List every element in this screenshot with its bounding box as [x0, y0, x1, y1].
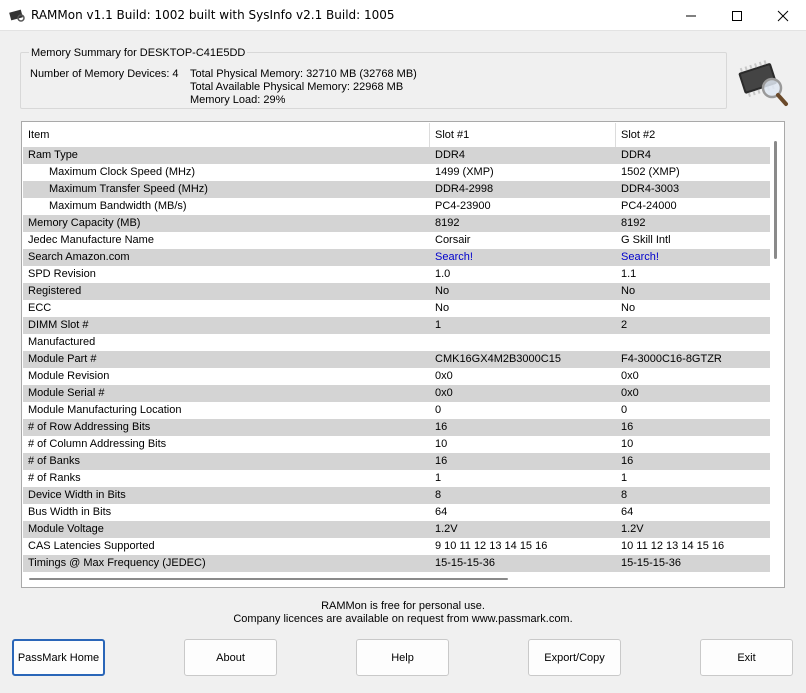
- slot1-value: 15-15-15-36: [435, 557, 495, 569]
- total-available-memory: Total Available Physical Memory: 22968 MB: [190, 81, 404, 93]
- slot2-value: 1.2V: [621, 523, 644, 535]
- row-item-label: Maximum Clock Speed (MHz): [49, 166, 196, 178]
- column-header-item[interactable]: Item: [28, 129, 50, 141]
- minimize-icon: [685, 10, 697, 22]
- column-header-slot2[interactable]: Slot #2: [621, 129, 656, 141]
- table-row[interactable]: [23, 249, 770, 266]
- row-item-label: Registered: [28, 285, 82, 297]
- table-row[interactable]: [23, 470, 770, 487]
- row-item-label: SPD Revision: [28, 268, 96, 280]
- table-row[interactable]: [23, 317, 770, 334]
- row-item-label: Module Revision: [28, 370, 110, 382]
- row-item-label: CAS Latencies Supported: [28, 540, 155, 552]
- table-header-row: [23, 123, 770, 147]
- slot2-value: G Skill Intl: [621, 234, 671, 246]
- table-row[interactable]: [23, 334, 770, 351]
- title-bar: [0, 0, 806, 31]
- table-row[interactable]: [23, 538, 770, 555]
- slot1-value: No: [435, 285, 450, 297]
- slot1-value: DDR4: [435, 149, 465, 161]
- table-row[interactable]: [23, 419, 770, 436]
- row-item-label: Jedec Manufacture Name: [28, 234, 154, 246]
- memory-summary-legend: Memory Summary for DESKTOP-C41E5DD: [31, 47, 246, 59]
- row-item-label: Search Amazon.com: [28, 251, 130, 263]
- slot1-value: 1.2V: [435, 523, 458, 535]
- slot2-value: No: [621, 285, 636, 297]
- slot1-value: PC4-23900: [435, 200, 491, 212]
- column-header-slot1[interactable]: Slot #1: [435, 129, 470, 141]
- slot2-value: 16: [621, 421, 634, 433]
- vertical-scrollbar[interactable]: [772, 123, 784, 572]
- slot1-value: 1: [435, 319, 442, 331]
- row-item-label: ECC: [28, 302, 52, 314]
- slot2-value: 1502 (XMP): [621, 166, 680, 178]
- slot2-value: 8192: [621, 217, 646, 229]
- table-row[interactable]: [23, 436, 770, 453]
- row-item-label: Manufactured: [28, 336, 96, 348]
- slot2-value: 1: [621, 472, 628, 484]
- row-item-label: Module Part #: [28, 353, 97, 365]
- slot1-value: 16: [435, 455, 448, 467]
- search-link-slot1[interactable]: Search!: [435, 251, 473, 263]
- slot1-value: 0x0: [435, 387, 453, 399]
- row-item-label: Module Serial #: [28, 387, 105, 399]
- row-item-label: Ram Type: [28, 149, 78, 161]
- search-link-slot2[interactable]: Search!: [621, 251, 659, 263]
- total-physical-memory: Total Physical Memory: 32710 MB (32768 MB): [190, 68, 417, 80]
- row-item-label: # of Column Addressing Bits: [28, 438, 167, 450]
- passmark-home-button[interactable]: PassMark Home: [12, 639, 105, 676]
- minimize-button[interactable]: [668, 0, 714, 31]
- help-button[interactable]: Help: [356, 639, 449, 676]
- slot1-value: 9 10 11 12 13 14 15 16: [435, 540, 548, 552]
- table-row[interactable]: [23, 453, 770, 470]
- table-row[interactable]: [23, 555, 770, 572]
- table-row[interactable]: [23, 504, 770, 521]
- horizontal-scrollbar[interactable]: [23, 573, 770, 586]
- slot2-value: PC4-24000: [621, 200, 677, 212]
- table-row[interactable]: [23, 164, 770, 181]
- company-license-note: Company licences are available on request from www.passmark.com.: [233, 613, 573, 625]
- row-item-label: Module Manufacturing Location: [28, 404, 182, 416]
- row-item-label: # of Banks: [28, 455, 80, 467]
- license-note: RAMMon is free for personal use.: [321, 600, 485, 612]
- table-row[interactable]: [23, 198, 770, 215]
- table-row[interactable]: [23, 351, 770, 368]
- row-item-label: Module Voltage: [28, 523, 104, 535]
- window-title: RAMMon v1.1 Build: 1002 built with SysInfo v2.1 Build: 1005: [31, 8, 395, 22]
- slot1-value: 1: [435, 472, 442, 484]
- table-row[interactable]: [23, 300, 770, 317]
- memory-summary-group: [20, 47, 727, 109]
- slot2-value: 16: [621, 455, 634, 467]
- table-row[interactable]: [23, 487, 770, 504]
- slot1-value: 0x0: [435, 370, 453, 382]
- column-divider[interactable]: [429, 123, 430, 147]
- table-row[interactable]: [23, 232, 770, 249]
- slot1-value: 1.0: [435, 268, 451, 280]
- slot2-value: 8: [621, 489, 628, 501]
- row-item-label: Maximum Transfer Speed (MHz): [49, 183, 208, 195]
- slot1-value: 8192: [435, 217, 460, 229]
- table-grid: [23, 123, 770, 572]
- slot2-value: 64: [621, 506, 634, 518]
- memory-chip-magnifier-icon: [735, 55, 789, 107]
- memory-device-count: Number of Memory Devices: 4: [30, 68, 179, 80]
- about-button[interactable]: About: [184, 639, 277, 676]
- close-icon: [777, 10, 789, 22]
- table-row[interactable]: [23, 368, 770, 385]
- row-item-label: Device Width in Bits: [28, 489, 126, 501]
- table-row[interactable]: [23, 385, 770, 402]
- memory-details-table[interactable]: [21, 121, 785, 588]
- row-item-label: Memory Capacity (MB): [28, 217, 141, 229]
- table-row[interactable]: [23, 181, 770, 198]
- close-button[interactable]: [760, 0, 806, 31]
- app-icon: [8, 7, 26, 23]
- table-row[interactable]: [23, 147, 770, 164]
- slot1-value: 64: [435, 506, 448, 518]
- slot1-value: 0: [435, 404, 442, 416]
- exit-button[interactable]: Exit: [700, 639, 793, 676]
- vertical-scroll-thumb[interactable]: [774, 141, 777, 259]
- slot2-value: 0x0: [621, 387, 639, 399]
- row-item-label: DIMM Slot #: [28, 319, 89, 331]
- row-item-label: Timings @ Max Frequency (JEDEC): [28, 557, 206, 569]
- slot2-value: 15-15-15-36: [621, 557, 681, 569]
- slot2-value: 10 11 12 13 14 15 16: [621, 540, 725, 552]
- slot1-value: CMK16GX4M2B3000C15: [435, 353, 561, 365]
- table-row[interactable]: [23, 283, 770, 300]
- slot2-value: DDR4: [621, 149, 651, 161]
- horizontal-scroll-thumb[interactable]: [29, 578, 508, 580]
- slot2-value: 1.1: [621, 268, 637, 280]
- export-copy-button[interactable]: Export/Copy: [528, 639, 621, 676]
- slot2-value: 10: [621, 438, 634, 450]
- slot1-value: 16: [435, 421, 448, 433]
- row-item-label: Maximum Bandwidth (MB/s): [49, 200, 187, 212]
- slot1-value: 8: [435, 489, 442, 501]
- row-item-label: # of Row Addressing Bits: [28, 421, 151, 433]
- slot1-value: DDR4-2998: [435, 183, 494, 195]
- slot1-value: No: [435, 302, 450, 314]
- slot1-value: Corsair: [435, 234, 471, 246]
- slot2-value: 0: [621, 404, 628, 416]
- maximize-button[interactable]: [714, 0, 760, 31]
- table-row[interactable]: [23, 266, 770, 283]
- table-row[interactable]: [23, 521, 770, 538]
- slot1-value: 1499 (XMP): [435, 166, 494, 178]
- slot1-value: 10: [435, 438, 448, 450]
- slot2-value: F4-3000C16-8GTZR: [621, 353, 722, 365]
- maximize-icon: [731, 10, 743, 22]
- slot2-value: No: [621, 302, 636, 314]
- row-item-label: Bus Width in Bits: [28, 506, 112, 518]
- memory-load: Memory Load: 29%: [190, 94, 286, 106]
- slot2-value: 2: [621, 319, 628, 331]
- row-item-label: # of Ranks: [28, 472, 81, 484]
- column-divider[interactable]: [615, 123, 616, 147]
- slot2-value: DDR4-3003: [621, 183, 680, 195]
- table-row[interactable]: [23, 402, 770, 419]
- slot2-value: 0x0: [621, 370, 639, 382]
- table-row[interactable]: [23, 215, 770, 232]
